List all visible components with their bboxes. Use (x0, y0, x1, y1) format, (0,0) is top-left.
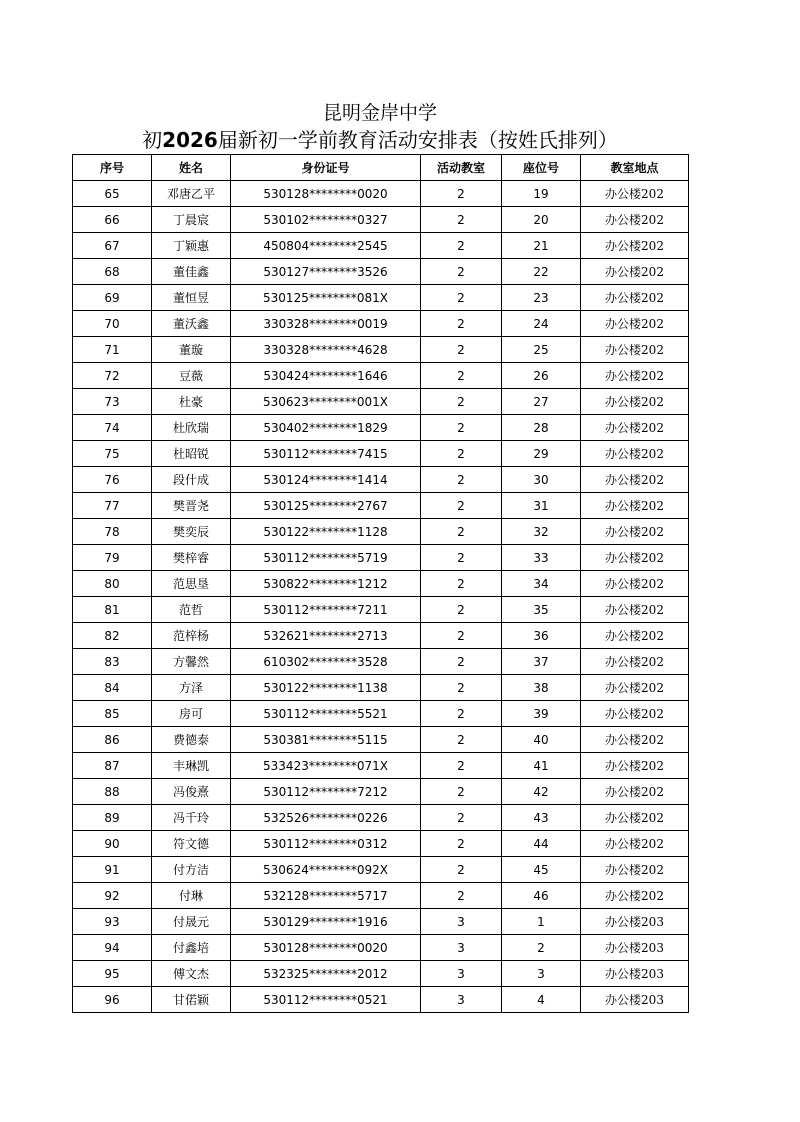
cell-index: 90 (73, 831, 152, 857)
table-row (73, 857, 689, 883)
cell-seat: 27 (502, 389, 581, 415)
cell-location: 办公楼202 (581, 597, 689, 623)
table-row (73, 233, 689, 259)
table-row (73, 883, 689, 909)
cell-room: 2 (421, 571, 502, 597)
document-title (0, 124, 760, 153)
cell-room: 2 (421, 597, 502, 623)
cell-index: 86 (73, 727, 152, 753)
cell-name: 樊晋尧 (152, 493, 231, 519)
table-row (73, 545, 689, 571)
cell-index: 78 (73, 519, 152, 545)
cell-location: 办公楼202 (581, 701, 689, 727)
cell-name: 董佳鑫 (152, 259, 231, 285)
cell-room: 2 (421, 441, 502, 467)
cell-id-number: 530128********0020 (231, 181, 421, 207)
cell-name: 董沃鑫 (152, 311, 231, 337)
cell-location: 办公楼202 (581, 389, 689, 415)
cell-seat: 44 (502, 831, 581, 857)
table-row (73, 259, 689, 285)
cell-index: 95 (73, 961, 152, 987)
table-row (73, 519, 689, 545)
cell-index: 91 (73, 857, 152, 883)
cell-seat: 40 (502, 727, 581, 753)
cell-index: 71 (73, 337, 152, 363)
cell-location: 办公楼203 (581, 909, 689, 935)
cell-room: 2 (421, 753, 502, 779)
cell-location: 办公楼202 (581, 285, 689, 311)
cell-id-number: 530122********1128 (231, 519, 421, 545)
cell-seat: 43 (502, 805, 581, 831)
table-row (73, 753, 689, 779)
cell-location: 办公楼202 (581, 467, 689, 493)
cell-id-number: 530381********5115 (231, 727, 421, 753)
cell-location: 办公楼202 (581, 779, 689, 805)
cell-seat: 31 (502, 493, 581, 519)
cell-location: 办公楼202 (581, 519, 689, 545)
cell-id-number: 530127********3526 (231, 259, 421, 285)
cell-seat: 2 (502, 935, 581, 961)
cell-id-number: 530125********2767 (231, 493, 421, 519)
cell-name: 付方洁 (152, 857, 231, 883)
cell-index: 96 (73, 987, 152, 1013)
cell-room: 2 (421, 415, 502, 441)
table-row (73, 207, 689, 233)
cell-seat: 4 (502, 987, 581, 1013)
cell-id-number: 450804********2545 (231, 233, 421, 259)
cell-room: 2 (421, 233, 502, 259)
cell-location: 办公楼202 (581, 883, 689, 909)
cell-id-number: 530122********1138 (231, 675, 421, 701)
school-name: 昆明金岸中学 (322, 102, 437, 124)
cell-location: 办公楼202 (581, 207, 689, 233)
cell-seat: 32 (502, 519, 581, 545)
cell-location: 办公楼202 (581, 181, 689, 207)
cell-room: 2 (421, 545, 502, 571)
cell-index: 85 (73, 701, 152, 727)
cell-location: 办公楼202 (581, 441, 689, 467)
cell-index: 84 (73, 675, 152, 701)
cell-id-number: 530112********5719 (231, 545, 421, 571)
cell-id-number: 532526********0226 (231, 805, 421, 831)
cell-id-number: 330328********0019 (231, 311, 421, 337)
cell-id-number: 530112********7415 (231, 441, 421, 467)
cell-name: 付鑫培 (152, 935, 231, 961)
cell-location: 办公楼202 (581, 727, 689, 753)
table-row (73, 363, 689, 389)
cell-index: 68 (73, 259, 152, 285)
cell-location: 办公楼202 (581, 545, 689, 571)
cell-location: 办公楼202 (581, 337, 689, 363)
table-row (73, 805, 689, 831)
cell-index: 65 (73, 181, 152, 207)
cell-room: 2 (421, 181, 502, 207)
cell-index: 88 (73, 779, 152, 805)
col-header-id: 身份证号 (231, 155, 421, 181)
cell-name: 樊奕辰 (152, 519, 231, 545)
cell-location: 办公楼202 (581, 623, 689, 649)
cell-seat: 26 (502, 363, 581, 389)
cell-index: 73 (73, 389, 152, 415)
cell-location: 办公楼202 (581, 857, 689, 883)
cell-index: 82 (73, 623, 152, 649)
cell-seat: 24 (502, 311, 581, 337)
cell-name: 傅文杰 (152, 961, 231, 987)
cell-seat: 29 (502, 441, 581, 467)
cell-index: 69 (73, 285, 152, 311)
cell-id-number: 532325********2012 (231, 961, 421, 987)
cell-room: 3 (421, 935, 502, 961)
cell-id-number: 530424********1646 (231, 363, 421, 389)
cell-index: 81 (73, 597, 152, 623)
cell-seat: 38 (502, 675, 581, 701)
cell-room: 2 (421, 857, 502, 883)
cell-index: 93 (73, 909, 152, 935)
cell-name: 邓唐乙平 (152, 181, 231, 207)
title-suffix: 届新初一学前教育活动安排表（按姓氏排列） (217, 128, 618, 152)
cell-seat: 41 (502, 753, 581, 779)
table-header-row (73, 155, 689, 181)
cell-name: 方馨然 (152, 649, 231, 675)
cell-seat: 30 (502, 467, 581, 493)
cell-room: 2 (421, 727, 502, 753)
cell-room: 2 (421, 519, 502, 545)
table-row (73, 987, 689, 1013)
cell-location: 办公楼202 (581, 493, 689, 519)
cell-id-number: 530124********1414 (231, 467, 421, 493)
cell-location: 办公楼203 (581, 935, 689, 961)
cell-index: 70 (73, 311, 152, 337)
cell-seat: 34 (502, 571, 581, 597)
cell-id-number: 530125********081X (231, 285, 421, 311)
cell-name: 丰琳凯 (152, 753, 231, 779)
cell-room: 2 (421, 207, 502, 233)
cell-name: 冯俊熹 (152, 779, 231, 805)
table-row (73, 961, 689, 987)
cell-location: 办公楼202 (581, 649, 689, 675)
cell-location: 办公楼202 (581, 675, 689, 701)
cell-name: 范哲 (152, 597, 231, 623)
table-row (73, 181, 689, 207)
cell-name: 杜欣瑞 (152, 415, 231, 441)
cell-name: 杜昭锐 (152, 441, 231, 467)
table-row (73, 337, 689, 363)
cell-name: 符文德 (152, 831, 231, 857)
table-row (73, 649, 689, 675)
cell-seat: 33 (502, 545, 581, 571)
col-header-location: 教室地点 (581, 155, 689, 181)
cell-room: 2 (421, 389, 502, 415)
table-row (73, 311, 689, 337)
cell-name: 丁晨宸 (152, 207, 231, 233)
cell-seat: 39 (502, 701, 581, 727)
cell-index: 89 (73, 805, 152, 831)
cell-seat: 3 (502, 961, 581, 987)
cell-id-number: 530112********7211 (231, 597, 421, 623)
cell-seat: 37 (502, 649, 581, 675)
cell-id-number: 530129********1916 (231, 909, 421, 935)
cell-name: 段什成 (152, 467, 231, 493)
cell-id-number: 532621********2713 (231, 623, 421, 649)
cell-seat: 36 (502, 623, 581, 649)
table-row (73, 571, 689, 597)
cell-name: 董恒昱 (152, 285, 231, 311)
cell-seat: 28 (502, 415, 581, 441)
title-year: 2026 (162, 128, 218, 152)
cell-id-number: 530112********7212 (231, 779, 421, 805)
cell-seat: 35 (502, 597, 581, 623)
cell-room: 2 (421, 259, 502, 285)
cell-room: 2 (421, 311, 502, 337)
cell-name: 冯千玲 (152, 805, 231, 831)
cell-seat: 20 (502, 207, 581, 233)
cell-id-number: 330328********4628 (231, 337, 421, 363)
table-row (73, 701, 689, 727)
cell-room: 2 (421, 649, 502, 675)
cell-id-number: 533423********071X (231, 753, 421, 779)
cell-room: 2 (421, 805, 502, 831)
cell-name: 房可 (152, 701, 231, 727)
cell-name: 范思垦 (152, 571, 231, 597)
cell-name: 范梓杨 (152, 623, 231, 649)
cell-name: 付晟元 (152, 909, 231, 935)
col-header-seat: 座位号 (502, 155, 581, 181)
cell-room: 3 (421, 909, 502, 935)
cell-id-number: 530402********1829 (231, 415, 421, 441)
cell-seat: 42 (502, 779, 581, 805)
cell-location: 办公楼202 (581, 805, 689, 831)
cell-name: 付琳 (152, 883, 231, 909)
cell-name: 董璇 (152, 337, 231, 363)
table-row (73, 467, 689, 493)
table-row (73, 779, 689, 805)
cell-seat: 46 (502, 883, 581, 909)
table-row (73, 389, 689, 415)
cell-id-number: 530822********1212 (231, 571, 421, 597)
cell-room: 3 (421, 987, 502, 1013)
cell-id-number: 530623********001X (231, 389, 421, 415)
cell-index: 94 (73, 935, 152, 961)
table-row (73, 493, 689, 519)
cell-id-number: 530112********0521 (231, 987, 421, 1013)
cell-name: 杜豪 (152, 389, 231, 415)
cell-index: 83 (73, 649, 152, 675)
cell-name: 方泽 (152, 675, 231, 701)
table-row (73, 727, 689, 753)
cell-seat: 19 (502, 181, 581, 207)
cell-id-number: 530128********0020 (231, 935, 421, 961)
cell-location: 办公楼202 (581, 753, 689, 779)
cell-location: 办公楼202 (581, 415, 689, 441)
table-row (73, 597, 689, 623)
cell-seat: 25 (502, 337, 581, 363)
cell-index: 75 (73, 441, 152, 467)
cell-id-number: 530102********0327 (231, 207, 421, 233)
cell-index: 92 (73, 883, 152, 909)
cell-seat: 22 (502, 259, 581, 285)
cell-room: 2 (421, 675, 502, 701)
col-header-name: 姓名 (152, 155, 231, 181)
cell-room: 2 (421, 779, 502, 805)
cell-index: 72 (73, 363, 152, 389)
cell-location: 办公楼202 (581, 363, 689, 389)
table-row (73, 285, 689, 311)
table-body (73, 181, 689, 1013)
cell-location: 办公楼203 (581, 987, 689, 1013)
cell-name: 樊梓睿 (152, 545, 231, 571)
cell-index: 67 (73, 233, 152, 259)
cell-seat: 21 (502, 233, 581, 259)
table-row (73, 441, 689, 467)
cell-room: 3 (421, 961, 502, 987)
cell-id-number: 532128********5717 (231, 883, 421, 909)
cell-index: 87 (73, 753, 152, 779)
cell-location: 办公楼203 (581, 961, 689, 987)
cell-seat: 23 (502, 285, 581, 311)
cell-seat: 1 (502, 909, 581, 935)
cell-location: 办公楼202 (581, 311, 689, 337)
table-row (73, 415, 689, 441)
col-header-index: 序号 (73, 155, 152, 181)
cell-room: 2 (421, 493, 502, 519)
cell-name: 费德泰 (152, 727, 231, 753)
cell-name: 甘偌颖 (152, 987, 231, 1013)
cell-location: 办公楼202 (581, 233, 689, 259)
cell-index: 77 (73, 493, 152, 519)
title-prefix: 初 (142, 128, 163, 152)
cell-name: 豆薇 (152, 363, 231, 389)
cell-location: 办公楼202 (581, 831, 689, 857)
cell-room: 2 (421, 831, 502, 857)
cell-index: 79 (73, 545, 152, 571)
cell-location: 办公楼202 (581, 259, 689, 285)
cell-room: 2 (421, 337, 502, 363)
table-row (73, 831, 689, 857)
cell-location: 办公楼202 (581, 571, 689, 597)
table-row (73, 909, 689, 935)
cell-room: 2 (421, 883, 502, 909)
col-header-room: 活动教室 (421, 155, 502, 181)
cell-id-number: 610302********3528 (231, 649, 421, 675)
cell-room: 2 (421, 467, 502, 493)
cell-index: 76 (73, 467, 152, 493)
roster-table (72, 154, 689, 1013)
cell-id-number: 530112********5521 (231, 701, 421, 727)
cell-index: 66 (73, 207, 152, 233)
cell-index: 80 (73, 571, 152, 597)
cell-room: 2 (421, 701, 502, 727)
cell-id-number: 530112********0312 (231, 831, 421, 857)
table-row (73, 675, 689, 701)
cell-name: 丁颖惠 (152, 233, 231, 259)
cell-seat: 45 (502, 857, 581, 883)
table-row (73, 935, 689, 961)
cell-room: 2 (421, 623, 502, 649)
table-row (73, 623, 689, 649)
cell-index: 74 (73, 415, 152, 441)
cell-id-number: 530624********092X (231, 857, 421, 883)
cell-room: 2 (421, 363, 502, 389)
cell-room: 2 (421, 285, 502, 311)
